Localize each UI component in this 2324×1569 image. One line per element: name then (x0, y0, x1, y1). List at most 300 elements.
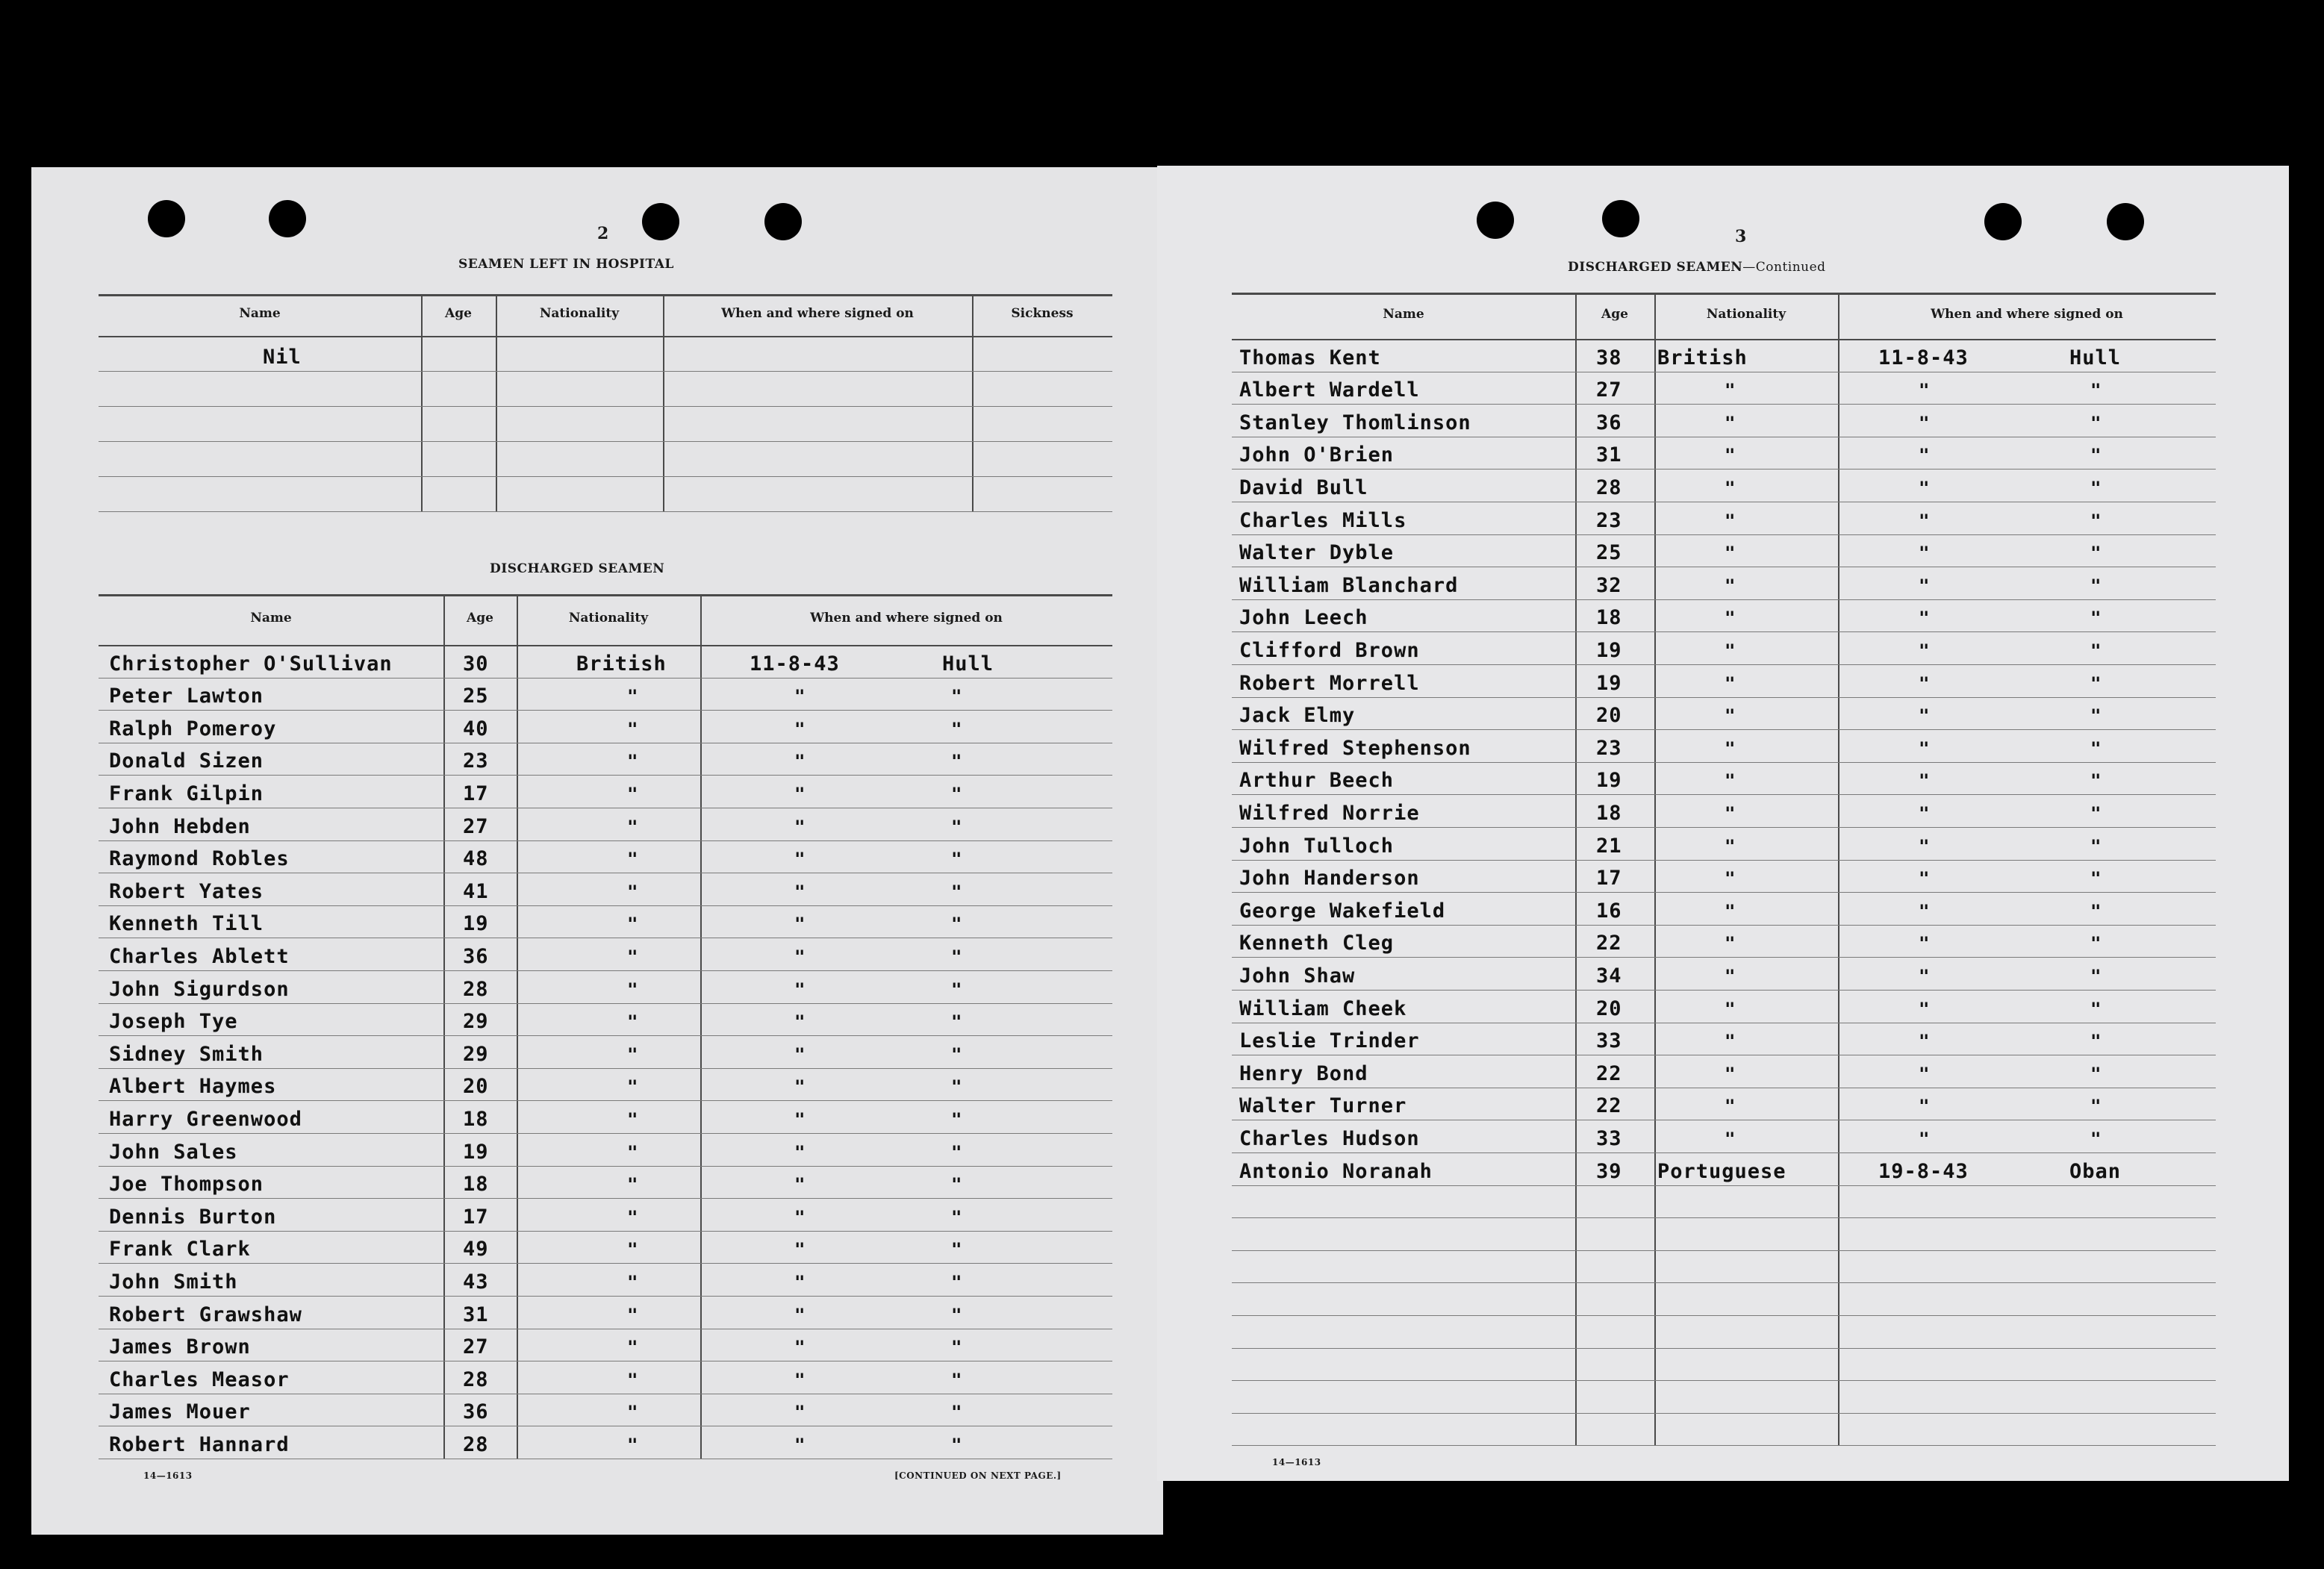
crew-age: 43 (463, 1270, 489, 1294)
crew-age: 29 (463, 1010, 489, 1034)
row-rule (1232, 762, 2216, 763)
crew-nationality: " (1725, 835, 1736, 857)
crew-date: " (1919, 900, 1930, 922)
crew-nationality: " (1725, 608, 1736, 629)
column-header: Age (1601, 307, 1628, 322)
crew-date: " (1919, 673, 1930, 694)
column-header: Name (1383, 307, 1424, 322)
crew-age: 17 (463, 1205, 489, 1229)
crew-place: " (951, 881, 962, 902)
crew-nationality: " (1725, 640, 1736, 661)
crew-name: Charles Measor (109, 1367, 290, 1391)
crew-date: " (1919, 575, 1930, 596)
crew-nationality: " (1725, 380, 1736, 402)
row-rule (1232, 990, 2216, 991)
crew-nationality: " (1725, 1129, 1736, 1150)
crew-age: 18 (1596, 606, 1622, 630)
table-rule (99, 645, 1112, 646)
crew-name: Thomas Kent (1239, 346, 1381, 369)
crew-name: Charles Ablett (109, 945, 290, 968)
crew-date: " (1919, 1129, 1930, 1150)
column-divider (421, 294, 423, 511)
punch-hole (1477, 202, 1514, 239)
row-rule (1232, 1185, 2216, 1186)
crew-name: John Hebden (109, 814, 251, 838)
crew-place: " (2090, 673, 2102, 694)
crew-place: " (951, 1337, 962, 1359)
crew-date: " (1919, 868, 1930, 890)
crew-name: George Wakefield (1239, 899, 1446, 923)
crew-age: 49 (463, 1238, 489, 1261)
column-header: When and where signed on (1931, 307, 2123, 322)
crew-nationality: " (627, 979, 638, 1000)
crew-date: " (794, 1109, 806, 1130)
crew-place: " (951, 979, 962, 1000)
crew-name: Clifford Brown (1239, 639, 1420, 662)
crew-date: " (794, 979, 806, 1000)
crew-place: " (951, 1402, 962, 1423)
crew-nationality: " (627, 1272, 638, 1293)
punch-hole (2107, 203, 2144, 240)
crew-age: 23 (1596, 736, 1622, 760)
crew-place: " (951, 1272, 962, 1293)
crew-age: 33 (1596, 1127, 1622, 1150)
row-rule (99, 1263, 1112, 1264)
crew-name: Harry Greenwood (109, 1108, 302, 1131)
row-rule (99, 775, 1112, 776)
punch-hole (1602, 200, 1639, 237)
crew-name: John Sales (109, 1140, 238, 1164)
crew-place: " (2090, 966, 2102, 987)
crew-nationality: " (627, 1011, 638, 1033)
crew-nationality: " (627, 914, 638, 935)
crew-date: " (794, 849, 806, 870)
crew-nationality: " (1725, 998, 1736, 1020)
row-rule (1232, 1445, 2216, 1446)
crew-name: Antonio Noranah (1239, 1159, 1433, 1183)
crew-place: " (951, 718, 962, 740)
crew-name: John Tulloch (1239, 834, 1395, 858)
crew-age: 20 (463, 1075, 489, 1099)
column-header: When and where signed on (810, 611, 1003, 626)
crew-date: " (1919, 640, 1930, 661)
row-rule (1232, 404, 2216, 405)
row-rule (1232, 1348, 2216, 1349)
row-rule (99, 1035, 1112, 1036)
crew-nationality: " (1725, 770, 1736, 792)
crew-nationality: " (1725, 900, 1736, 922)
crew-age: 39 (1596, 1159, 1622, 1183)
crew-date: " (794, 1272, 806, 1293)
crew-nationality: " (1725, 966, 1736, 987)
crew-age: 31 (1596, 443, 1622, 467)
crew-name: Leslie Trinder (1239, 1029, 1420, 1053)
crew-place: " (951, 1435, 962, 1456)
crew-nationality: " (627, 1076, 638, 1098)
crew-nationality: " (1725, 510, 1736, 531)
crew-nationality: " (627, 1206, 638, 1228)
crew-date: " (1919, 998, 1930, 1020)
crew-nationality: " (627, 1174, 638, 1196)
crew-nationality: " (627, 718, 638, 740)
row-rule (99, 1198, 1112, 1199)
crew-age: 22 (1596, 932, 1622, 955)
crew-age: 27 (1596, 378, 1622, 402)
crew-age: 18 (1596, 802, 1622, 825)
crew-place: " (2090, 770, 2102, 792)
crew-date: " (794, 1402, 806, 1423)
crew-nationality: " (627, 1141, 638, 1163)
crew-age: 17 (1596, 867, 1622, 890)
page-3 (1157, 166, 2289, 1481)
crew-nationality: " (627, 1402, 638, 1423)
crew-age: 22 (1596, 1061, 1622, 1085)
crew-place: " (2090, 1031, 2102, 1052)
row-rule (1232, 469, 2216, 470)
row-rule (99, 1166, 1112, 1167)
form-number: 14—1613 (143, 1470, 193, 1481)
table-rule (99, 594, 1112, 596)
crew-place: " (2090, 1129, 2102, 1150)
crew-place: " (2090, 543, 2102, 564)
row-rule (1232, 860, 2216, 861)
crew-age: 36 (463, 1400, 489, 1424)
heading-main: DISCHARGED SEAMEN (1568, 260, 1743, 275)
row-rule (99, 905, 1112, 906)
crew-date: " (1919, 380, 1930, 402)
discharged-heading: DISCHARGED SEAMEN (490, 561, 665, 576)
crew-date: 11-8-43 (750, 652, 840, 676)
crew-name: Frank Gilpin (109, 782, 264, 805)
crew-age: 18 (463, 1108, 489, 1131)
crew-age: 36 (463, 945, 489, 968)
crew-name: Donald Sizen (109, 749, 264, 773)
crew-place: " (951, 914, 962, 935)
crew-name: Albert Wardell (1239, 378, 1420, 402)
crew-nationality: " (627, 816, 638, 837)
crew-place: " (2090, 575, 2102, 596)
crew-date: " (794, 1337, 806, 1359)
crew-place: " (951, 1239, 962, 1261)
row-rule (1232, 1413, 2216, 1414)
crew-place: " (951, 1011, 962, 1033)
crew-name: Christopher O'Sullivan (109, 652, 393, 676)
crew-nationality: " (627, 1304, 638, 1326)
crew-name: John Handerson (1239, 867, 1420, 890)
crew-place: " (2090, 803, 2102, 824)
crew-nationality: " (627, 946, 638, 967)
row-rule (1232, 729, 2216, 730)
crew-place: " (2090, 835, 2102, 857)
crew-age: 28 (463, 1367, 489, 1391)
crew-name: Stanley Thomlinson (1239, 411, 1471, 434)
column-header: Nationality (539, 306, 620, 321)
crew-place: " (2090, 868, 2102, 890)
crew-date: " (1919, 1063, 1930, 1085)
crew-place: " (951, 1369, 962, 1391)
crew-nationality: " (1725, 412, 1736, 434)
crew-age: 19 (1596, 769, 1622, 793)
crew-age: 17 (463, 782, 489, 805)
row-rule (99, 441, 1112, 442)
column-header: Nationality (1706, 307, 1786, 322)
row-rule (99, 476, 1112, 477)
crew-date: " (794, 946, 806, 967)
column-divider (496, 294, 497, 511)
crew-date: " (794, 1011, 806, 1033)
column-divider (1575, 293, 1577, 1445)
crew-age: 32 (1596, 573, 1622, 597)
crew-date: " (1919, 478, 1930, 499)
crew-name: Henry Bond (1239, 1061, 1368, 1085)
crew-nationality: " (627, 784, 638, 805)
crew-name: John Leech (1239, 606, 1368, 630)
crew-age: 40 (463, 717, 489, 740)
row-rule (1232, 957, 2216, 958)
crew-date: " (794, 881, 806, 902)
crew-name: Kenneth Cleg (1239, 932, 1395, 955)
crew-date: " (794, 1076, 806, 1098)
crew-date: " (794, 1369, 806, 1391)
crew-date: " (794, 751, 806, 773)
crew-date: " (794, 816, 806, 837)
crew-date: " (794, 1174, 806, 1196)
crew-name: Walter Turner (1239, 1094, 1407, 1118)
row-rule (1232, 892, 2216, 893)
crew-date: " (1919, 803, 1930, 824)
crew-place: " (951, 849, 962, 870)
crew-place: Oban (2069, 1159, 2122, 1183)
crew-age: 30 (463, 652, 489, 676)
crew-name: Charles Mills (1239, 508, 1407, 532)
crew-name: Joseph Tye (109, 1010, 238, 1034)
crew-date: 19-8-43 (1878, 1159, 1969, 1183)
continued-note: [CONTINUED ON NEXT PAGE.] (894, 1470, 1062, 1481)
crew-age: 23 (1596, 508, 1622, 532)
crew-nationality: " (627, 1369, 638, 1391)
column-divider (1838, 293, 1839, 1445)
row-rule (99, 710, 1112, 711)
crew-place: " (2090, 445, 2102, 467)
crew-name: Robert Morrell (1239, 671, 1420, 695)
crew-place: " (951, 946, 962, 967)
crew-nationality: " (1725, 1063, 1736, 1085)
crew-nationality: " (627, 751, 638, 773)
crew-place: " (951, 816, 962, 837)
crew-nationality: " (627, 1239, 638, 1261)
crew-place: " (2090, 933, 2102, 955)
crew-nationality: British (576, 652, 667, 676)
row-rule (1232, 794, 2216, 795)
crew-name: James Mouer (109, 1400, 251, 1424)
crew-age: 20 (1596, 704, 1622, 728)
crew-place: " (2090, 510, 2102, 531)
crew-name: John O'Brien (1239, 443, 1395, 467)
crew-name: William Cheek (1239, 996, 1407, 1020)
row-rule (99, 678, 1112, 679)
crew-age: 16 (1596, 899, 1622, 923)
crew-name: Robert Hannard (109, 1433, 290, 1456)
crew-place: " (951, 1076, 962, 1098)
crew-date: " (1919, 705, 1930, 727)
column-divider (663, 294, 664, 511)
crew-age: 29 (463, 1042, 489, 1066)
crew-age: 48 (463, 847, 489, 871)
crew-age: 33 (1596, 1029, 1622, 1053)
row-rule (1232, 925, 2216, 926)
crew-place: " (2090, 705, 2102, 727)
table-rule (99, 336, 1112, 337)
crew-place: " (2090, 1096, 2102, 1117)
row-rule (99, 511, 1112, 512)
row-rule (1232, 631, 2216, 632)
crew-name: Jack Elmy (1239, 704, 1356, 728)
crew-place: " (951, 751, 962, 773)
crew-name: Kenneth Till (109, 912, 264, 936)
column-header: Name (239, 306, 281, 321)
crew-place: " (2090, 608, 2102, 629)
punch-hole (148, 200, 185, 237)
crew-date: " (794, 1206, 806, 1228)
crew-date: 11-8-43 (1878, 346, 1969, 369)
crew-nationality: " (1725, 705, 1736, 727)
crew-nationality: British (1657, 346, 1748, 369)
crew-date: " (794, 1435, 806, 1456)
crew-name: Robert Yates (109, 879, 264, 903)
crew-date: " (1919, 770, 1930, 792)
crew-age: 28 (1596, 476, 1622, 499)
crew-age: 27 (463, 814, 489, 838)
crew-name: James Brown (109, 1335, 251, 1359)
crew-nationality: " (1725, 478, 1736, 499)
crew-age: 19 (1596, 639, 1622, 662)
crew-place: " (951, 1174, 962, 1196)
row-rule (1232, 1315, 2216, 1316)
crew-place: " (2090, 640, 2102, 661)
crew-nationality: " (1725, 543, 1736, 564)
column-header: When and where signed on (721, 306, 914, 321)
crew-date: " (1919, 1096, 1930, 1117)
column-header: Sickness (1011, 306, 1074, 321)
row-rule (1232, 1217, 2216, 1218)
crew-age: 27 (463, 1335, 489, 1359)
row-rule (1232, 1250, 2216, 1251)
crew-age: 23 (463, 749, 489, 773)
crew-age: 20 (1596, 996, 1622, 1020)
punch-hole (642, 203, 679, 240)
crew-nationality: " (1725, 868, 1736, 890)
crew-age: 25 (1596, 541, 1622, 565)
crew-date: " (794, 784, 806, 805)
column-divider (1654, 293, 1656, 1445)
row-rule (1232, 1380, 2216, 1381)
row-rule (99, 371, 1112, 372)
crew-nationality: " (1725, 933, 1736, 955)
column-header: Age (445, 306, 472, 321)
crew-age: 18 (463, 1173, 489, 1197)
heading-suffix: —Continued (1742, 260, 1826, 275)
table-rule (1232, 339, 2216, 340)
crew-nationality: " (1725, 673, 1736, 694)
crew-name: Peter Lawton (109, 684, 264, 708)
crew-nationality: " (627, 1044, 638, 1065)
crew-place: Hull (942, 652, 994, 676)
crew-name: Arthur Beech (1239, 769, 1395, 793)
crew-age: 28 (463, 977, 489, 1001)
crew-name: Charles Hudson (1239, 1127, 1420, 1150)
crew-nationality: " (627, 686, 638, 708)
crew-nationality: " (627, 881, 638, 902)
crew-date: " (1919, 966, 1930, 987)
column-divider (972, 294, 973, 511)
row-rule (1232, 1282, 2216, 1283)
crew-age: 21 (1596, 834, 1622, 858)
page-number: 2 (597, 224, 609, 243)
row-rule (99, 1003, 1112, 1004)
crew-date: " (794, 1239, 806, 1261)
row-rule (99, 970, 1112, 971)
crew-date: " (1919, 608, 1930, 629)
crew-age: 19 (463, 1140, 489, 1164)
crew-name: Wilfred Stephenson (1239, 736, 1471, 760)
crew-place: " (951, 784, 962, 805)
crew-name: Dennis Burton (109, 1205, 277, 1229)
crew-date: " (794, 718, 806, 740)
crew-date: " (794, 686, 806, 708)
crew-name: Raymond Robles (109, 847, 290, 871)
crew-place: " (951, 1044, 962, 1065)
crew-place: " (2090, 380, 2102, 402)
crew-name: Wilfred Norrie (1239, 802, 1420, 825)
crew-date: " (1919, 933, 1930, 955)
discharged-continued-heading (1568, 260, 1826, 275)
crew-date: " (1919, 835, 1930, 857)
crew-age: 22 (1596, 1094, 1622, 1118)
crew-age: 19 (1596, 671, 1622, 695)
crew-nationality: " (627, 1337, 638, 1359)
table-rule (99, 294, 1112, 296)
crew-name: Joe Thompson (109, 1173, 264, 1197)
crew-nationality: " (627, 1109, 638, 1130)
crew-date: " (1919, 737, 1930, 759)
row-rule (99, 1133, 1112, 1134)
crew-nationality: " (1725, 1096, 1736, 1117)
crew-date: " (1919, 543, 1930, 564)
crew-date: " (1919, 445, 1930, 467)
row-rule (99, 406, 1112, 407)
crew-age: 41 (463, 879, 489, 903)
crew-nationality: " (627, 849, 638, 870)
form-number: 14—1613 (1272, 1457, 1321, 1467)
crew-name: Robert Grawshaw (109, 1303, 302, 1326)
column-header: Name (250, 611, 292, 626)
crew-age: 31 (463, 1303, 489, 1326)
crew-place: " (2090, 1063, 2102, 1085)
crew-nationality: " (1725, 803, 1736, 824)
row-rule (99, 840, 1112, 841)
crew-age: 19 (463, 912, 489, 936)
page-2 (31, 167, 1163, 1535)
crew-nationality: " (627, 1435, 638, 1456)
crew-nationality: " (1725, 575, 1736, 596)
row-rule (1232, 1152, 2216, 1153)
crew-name: John Smith (109, 1270, 238, 1294)
crew-place: " (2090, 412, 2102, 434)
crew-name: John Shaw (1239, 964, 1356, 988)
crew-age: 38 (1596, 346, 1622, 369)
crew-place: " (951, 1206, 962, 1228)
table-rule (1232, 293, 2216, 295)
